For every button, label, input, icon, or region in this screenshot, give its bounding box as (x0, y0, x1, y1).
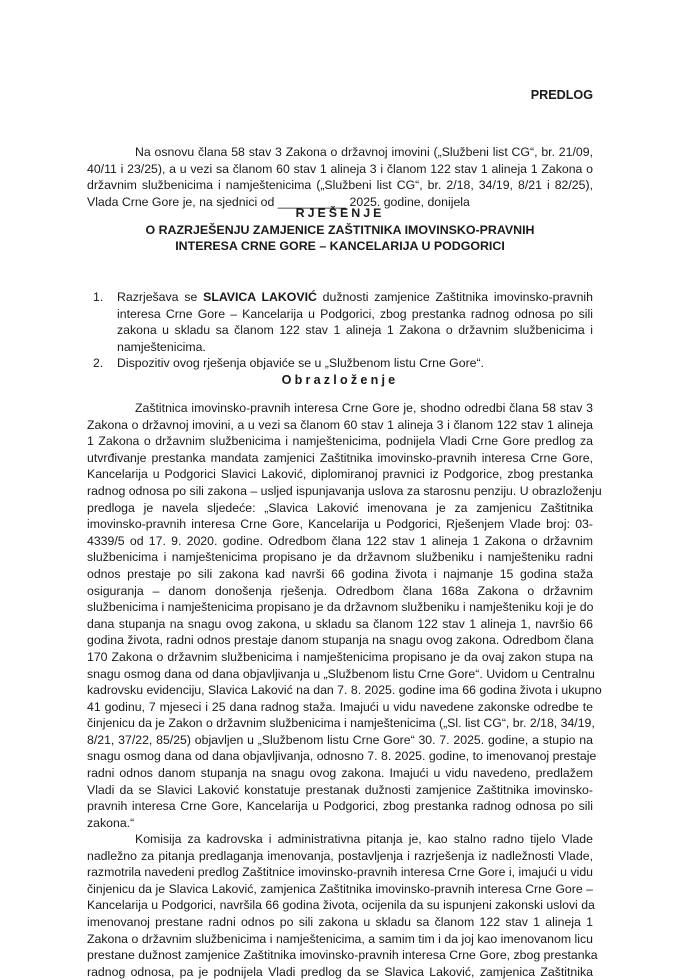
text-line: činjenicu da je Slavica Laković, zamjenica Zaštitnika imovinsko-pravnih interesa Crne Gore – (87, 881, 593, 896)
text-line: dana stupanja na snagu ovog zakona, u skladu sa članom 122 stav 1 alineja 1, navršio 66 (87, 616, 593, 631)
text-line: imenovanoj prestane radni odnos po sili zakona u skladu sa članom 122 stav 1 alineja 1 (87, 914, 593, 929)
text-line: 170 Zakona o državnim službenicima i namještenicima propisano je da ovaj zakon stupa na (87, 649, 593, 664)
list-number: 1. (93, 290, 104, 304)
text-line: 41 godinu, 7 mjeseci i 25 dana radnog staža. Imajući u vidu navedene zakonske odredbe te (87, 699, 593, 714)
text-line: Na osnovu člana 58 stav 3 Zakona o državnoj imovini („Službeni list CG“, br. 21/09, (135, 145, 593, 159)
text-line: radnog odnosa, pa je podnijela Vladi predlog da se Slavica Laković, zamjenica Zaštitnika (87, 964, 593, 979)
text-line: nadležno za pitanja predlaganja imenovanja, postavljenja i razrješenja iz nadležnosti Vlade, (87, 848, 593, 863)
text-line: 4339/5 od 17. 9. 2020. godine. Odredbom člana 122 stav 1 alineja 1 Zakona o državnim (87, 533, 593, 548)
document-status-label: PREDLOG (530, 88, 593, 102)
title-line-2: INTERESA CRNE GORE – KANCELARIJA U PODGORICI (175, 239, 505, 253)
list-number: 2. (93, 356, 104, 371)
text-line: radnog odnosa po sili zakona – usljed ispunjavanja uslova za starosnu penziju. U obrazloženju (87, 483, 602, 498)
text-line: zakona.“ (87, 815, 135, 830)
text-line: činjenicu da je Zakon o državnim službenicima i namještenicima („Sl. list CG“, br. 2/18, 34/19, (87, 716, 595, 731)
text-line: utvrđivanje prestanka mandata zamjenici Zaštitnika imovinsko-pravnih interesa Crne Gore, (87, 450, 593, 465)
text-line: Zakona o državnim službenicima i namještenicima, a samim tim i da joj kao imenovanom licu (87, 931, 593, 946)
text: dužnosti zamjenice Zaštitnika imovinsko-pravnih (316, 290, 593, 304)
list-item (93, 355, 593, 372)
text-line: namještenicima. (117, 339, 206, 354)
person-name: SLAVICA LAKOVIĆ (203, 290, 317, 304)
text-line: Zakona o državnoj imovini, a u vezi sa članom 60 stav 1 alineja 3 i članom 122 stav 1 alineja (87, 417, 593, 432)
list-line (117, 289, 593, 306)
text-line: snagu osmog dana od dana objavljivanja u „Službenom listu Crne Gore“. Uvidom u Centralnu (87, 666, 595, 681)
text-line: Kancelarija u Podgorici, navršila 66 godina života, ocijenila da su ispunjeni zakonski uslovi da (87, 898, 595, 913)
reasoning-heading: Obrazloženje (281, 373, 399, 387)
text-line: pravnih interesa Crne Gore, Kancelarija u Podgorici, zbog prestanka radnog odnosa po sili (87, 799, 593, 814)
text-line: državnim službenicima i namještenicima („Službeni list CG“, br. 2/18, 34/19, 8/21 i 82/25), (87, 178, 593, 193)
text-line: osiguranja – danom donošenja rješenja. Odredbom člana 168a Zakona o državnim (87, 583, 593, 598)
text-line: službenicima i namještenicima propisano je da državnom službeniku i namješteniku radni (87, 550, 593, 565)
text-line: radni odnos danom stupanja na snagu ovog zakona. Imajući u vidu navedeno, predlažem (87, 766, 593, 781)
title-line-1: O RAZRJEŠENJU ZAMJENICE ZAŠTITNIKA IMOVINSKO-PRAVNIH (145, 222, 535, 237)
text-line: Vladi da se Slavici Laković konstatuje prestanak dužnosti zamjenice Zaštitnika imovinsko- (87, 782, 593, 797)
text-line: razmotrila navedeni predlog Zaštitnice imovinsko-pravnih interesa Crne Gore i, imajući u vidu (87, 865, 593, 880)
text-line: snagu osmog dana od dana objavljivanja, odnosno 7. 8. 2025. godine, to imenovanoj prestaje (87, 749, 597, 764)
text-line: Kancelarija u Podgorici Slavici Laković, diplomiranoj pravnici iz Podgorice, zbog prestanka (87, 467, 593, 482)
text-line: predloga je navela sljedeće: „Slavica Laković imenovana je za zamjenicu Zaštitnika (87, 500, 593, 515)
text-line: Vlada Crne Gore je, na sjednici od __________ 2025. godine, donijela (87, 194, 470, 209)
text-line: interesa Crne Gore – Kancelarija u Podgorici, zbog prestanka radnog odnosa po sili (117, 306, 593, 321)
title-heading: RJEŠENJE (295, 206, 385, 220)
text-line: kadrovsku evidenciju, Slavica Laković na dan 7. 8. 2025. godine ima 66 godina života i ukupno (87, 683, 602, 698)
text-line: 8/21, 37/22, 85/25) objavljen u „Službenom listu Crne Gore“ 30. 7. 2025. godine, a stupio na (87, 732, 593, 747)
text-line: Zaštitnica imovinsko-pravnih interesa Crne Gore je, shodno odredbi člana 58 stav 3 (135, 401, 593, 415)
text-line: 40/11 i 23/25), a u vezi sa članom 60 stav 1 alineja 3 i članom 122 stav 1 alineja 1 Zakona o (87, 161, 593, 176)
text-line: imovinsko-pravnih interesa Crne Gore, Kancelarija u Podgorici, Rješenjem Vlade broj: 03- (87, 517, 593, 532)
text-line: 1 Zakona o državnim službenicima i namještenicima, podnijela Vladi Crne Gore predlog za (87, 434, 593, 449)
text-line: zakona u skladu sa članom 122 stav 1 alineja 1 Zakona o državnim službenicima i (117, 323, 593, 338)
text-line: godina života, radni odnos prestaje danom stupanja na snagu ovog zakona. Odredbom člana (87, 633, 594, 648)
preamble-paragraph (87, 144, 593, 210)
text-line: Dispozitiv ovog rješenja objaviće se u „Službenom listu Crne Gore“. (117, 356, 485, 371)
text: Razrješava se (117, 290, 204, 304)
document-title (87, 205, 593, 255)
text-line: Komisija za kadrovska i administrativna pitanja je, kao stalno radno tijelo Vlade (135, 832, 593, 846)
reasoning-paragraph (87, 831, 598, 980)
text-line: službenicima i namještenicima propisano je da državnom službeniku i namješteniku koji je do (87, 600, 594, 615)
text-line: odnos prestaje po sili zakona kad navrši 66 godina života i najmanje 15 godina staža (87, 566, 593, 581)
list-item (93, 289, 593, 355)
text-line: prestane dužnost zamjenice Zaštitnika imovinsko-pravnih interesa Crne Gore, zbog prestanka (87, 948, 598, 963)
reasoning-paragraph (87, 400, 602, 831)
decision-list (93, 289, 593, 372)
